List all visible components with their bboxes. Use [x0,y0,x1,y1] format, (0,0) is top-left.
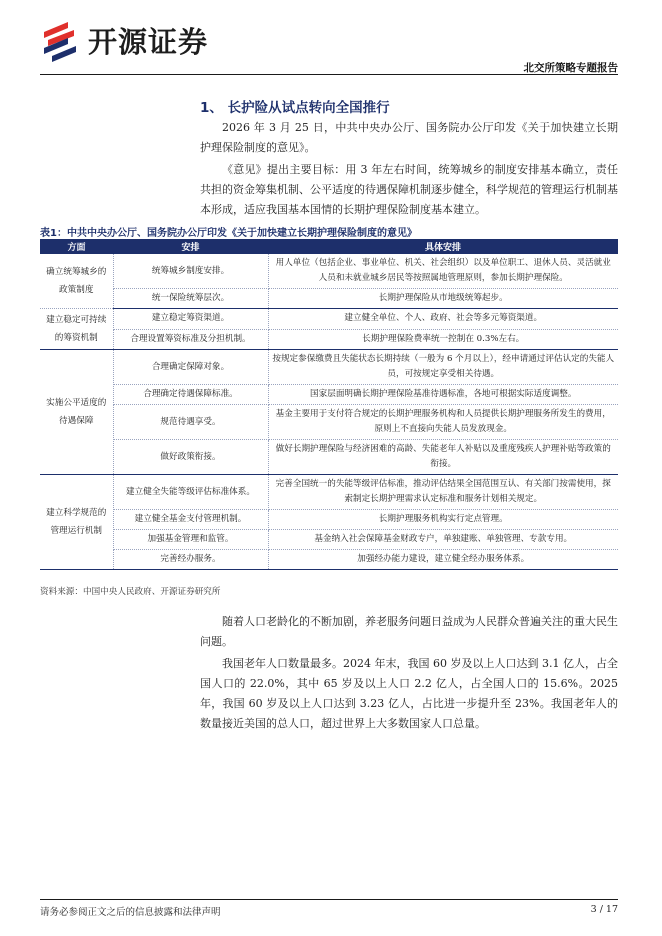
arrangement-cell: 规范待遇享受。 [113,405,268,440]
table-row [40,254,618,289]
table-row [40,309,618,330]
section-title: 1、 长护险从试点转向全国推行 [200,100,390,116]
arrangement-cell: 建立健全失能等级评估标准体系。 [113,475,268,510]
detail-cell: 用人单位（包括企业、事业单位、机关、社会组织）以及单位职工、退休人员、灵活就业人员和未就业城乡居民等按照属地管理原则，参加长期护理保险。 [268,254,618,289]
arrangement-cell: 加强基金管理和监管。 [113,530,268,550]
table-row [40,510,618,530]
table-row [40,405,618,440]
footer-divider [40,899,618,900]
report-type-label: 北交所策略专题报告 [523,62,618,74]
table-row [40,289,618,309]
detail-cell: 长期护理保险费率统一控制在 0.3%左右。 [268,329,618,350]
arrangement-cell: 合理确定保障对象。 [113,350,268,385]
detail-cell: 加强经办能力建设，建立健全经办服务体系。 [268,550,618,570]
arrangement-cell: 完善经办服务。 [113,550,268,570]
table-header-row [40,239,618,254]
paragraph-2: 《意见》提出主要目标：用 3 年左右时间，统筹城乡的制度安排基本确立，责任共担的资金筹集机制、公平适度的待遇保障机制逐步健全，科学规范的管理运行机制基本形成，适应我国基本国情的长期护理保险制度基本建立。 [200,163,618,216]
detail-cell: 国家层面明确长期护理保险基准待遇标准，各地可根据实际适度调整。 [268,385,618,405]
detail-cell: 做好长期护理保险与经济困难的高龄、失能老年人补贴以及重度残疾人护理补贴等政策的衔接。 [268,440,618,475]
dimension-cell: 实施公平适度的待遇保障 [40,350,113,475]
detail-cell: 完善全国统一的失能等级评估标准，推动评估结果全国范围互认、有关部门按需使用，探索制定长期护理需求认定标准和服务计划相关规定。 [268,475,618,510]
table-row [40,385,618,405]
arrangement-cell: 统一保险统筹层次。 [113,289,268,309]
arrangement-cell: 建立健全基金支付管理机制。 [113,510,268,530]
detail-cell: 基金纳入社会保障基金财政专户，单独建账、单独管理、专款专用。 [268,530,618,550]
company-logo [38,18,208,62]
paragraph-4: 我国老年人口数量最多。2024 年末，我国 60 岁及以上人口达到 3.1 亿人，占全国人口的 22.0%，其中 65 岁及以上人口 2.2 亿人，占全国人口的 15.6%。2025 年，我国 60 岁及以上人口达到 3.23 亿人，占比进一步提升至 23%。我国老年人的数量接近美国的总人口，超过世界上大多数国家人口总量。 [200,657,618,730]
paragraph-1: 2026 年 3 月 25 日，中共中央办公厅、国务院办公厅印发《关于加快建立长期护理保险制度的意见》。 [200,121,618,154]
policy-table [40,239,618,570]
paragraph-3: 随着人口老龄化的不断加剧，养老服务问题日益成为人民群众普遍关注的重大民生问题。 [200,615,618,648]
table-row [40,475,618,510]
table-row [40,350,618,385]
table-row [40,550,618,570]
table-title: 表1：中共中央办公厅、国务院办公厅印发《关于加快建立长期护理保险制度的意见》 [40,228,417,239]
table-row [40,329,618,350]
detail-cell: 按规定参保缴费且失能状态长期持续（一般为 6 个月以上），经申请通过评估认定的失能人员，可按规定享受相关待遇。 [268,350,618,385]
header-arrangement: 安排 [113,239,268,254]
table-source: 资料来源：中国中央人民政府、开源证券研究所 [40,587,221,597]
arrangement-cell: 合理设置筹资标准及分担机制。 [113,329,268,350]
dimension-cell: 确立统筹城乡的政策制度 [40,254,113,309]
header-divider [40,74,618,75]
table-row [40,530,618,550]
footer-disclaimer: 请务必参阅正文之后的信息披露和法律声明 [40,907,221,918]
arrangement-cell: 合理确定待遇保障标准。 [113,385,268,405]
logo-text: 开源证券 [88,24,209,59]
arrangement-cell: 统筹城乡制度安排。 [113,254,268,289]
detail-cell: 长期护理保险从市地级统筹起步。 [268,289,618,309]
arrangement-cell: 做好政策衔接。 [113,440,268,475]
table-row [40,440,618,475]
detail-cell: 基金主要用于支付符合规定的长期护理服务机构和人员提供长期护理服务所发生的费用，原则上不直接向失能人员发放现金。 [268,405,618,440]
kaiyuan-logo-icon [38,18,82,62]
dimension-cell: 建立稳定可持续的筹资机制 [40,309,113,350]
detail-cell: 长期护理服务机构实行定点管理。 [268,510,618,530]
dimension-cell: 建立科学规范的管理运行机制 [40,475,113,570]
header-detail: 具体安排 [268,239,618,254]
arrangement-cell: 建立稳定筹资渠道。 [113,309,268,330]
header-aspect: 方面 [40,239,113,254]
detail-cell: 建立健全单位、个人、政府、社会等多元筹资渠道。 [268,309,618,330]
page-number: 3 / 17 [590,904,618,915]
